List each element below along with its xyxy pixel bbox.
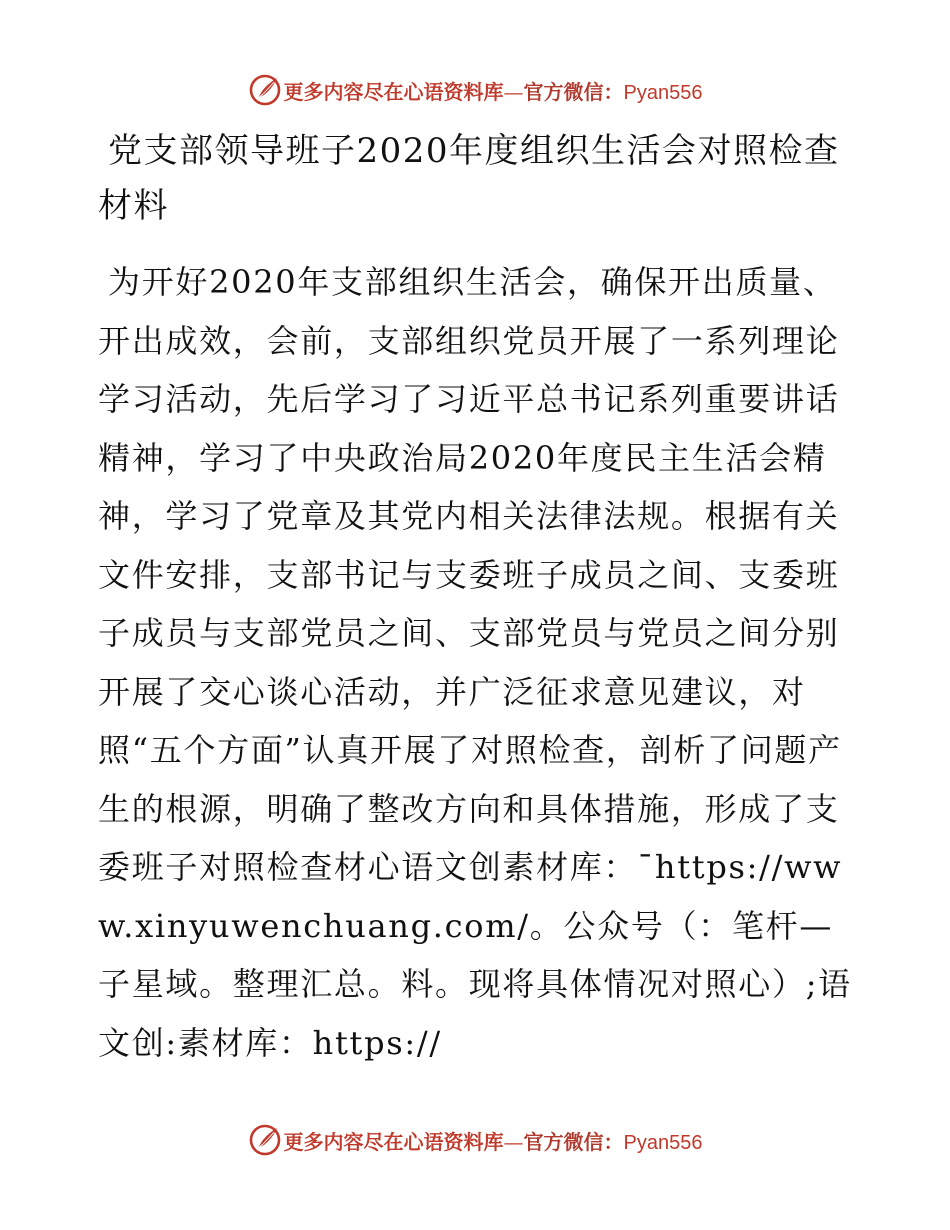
document-body-paragraph: 为开好2020年支部组织生活会，确保开出质量、开出成效，会前，支部组织党员开展了一系列理论学习活动，先后学习了习近平总书记系列重要讲话精神，学习了中央政治局2020年度民主生活会精神，学习了党章及其党内相关法律法规。根据有关文件安排，支部书记与支委班子成员之间、支委班子成员与支部党员之间、支部党员与党员之间分别开展了交心谈心活动，并广泛征求意见建议，对照“五个方面”认真开展了对照检查，剖析了问题产生的根源，明确了整改方向和具体措施，形成了支委班子对照检查材心语文创素材库：¯https://www.xinyuwenchuang.com/。公众号（：笔杆—子星域。整理汇总。料。现将具体情况对照心）;语文创:素材库：https://: [98, 263, 852, 1062]
banner-wechat-label: 官方微信：: [523, 79, 624, 104]
quill-pen-circle-logo-icon: [248, 1123, 282, 1157]
header-banner: [0, 72, 950, 108]
banner-text: [284, 1126, 703, 1155]
banner-slogan: 更多内容尽在心语资料库: [283, 79, 504, 104]
banner-wechat-id: Pyan556: [623, 81, 703, 104]
banner-slogan: 更多内容尽在心语资料库: [283, 1129, 504, 1154]
banner-separator: —: [503, 1129, 524, 1154]
document-title: 党支部领导班子2020年度组织生活会对照检查材料: [98, 131, 840, 226]
footer-banner: [0, 1122, 950, 1158]
banner-separator: —: [503, 79, 524, 104]
quill-pen-circle-logo-icon: [248, 73, 282, 107]
banner-text: [284, 76, 703, 105]
banner-wechat-id: Pyan556: [623, 1131, 703, 1154]
banner-wechat-label: 官方微信：: [523, 1129, 624, 1154]
